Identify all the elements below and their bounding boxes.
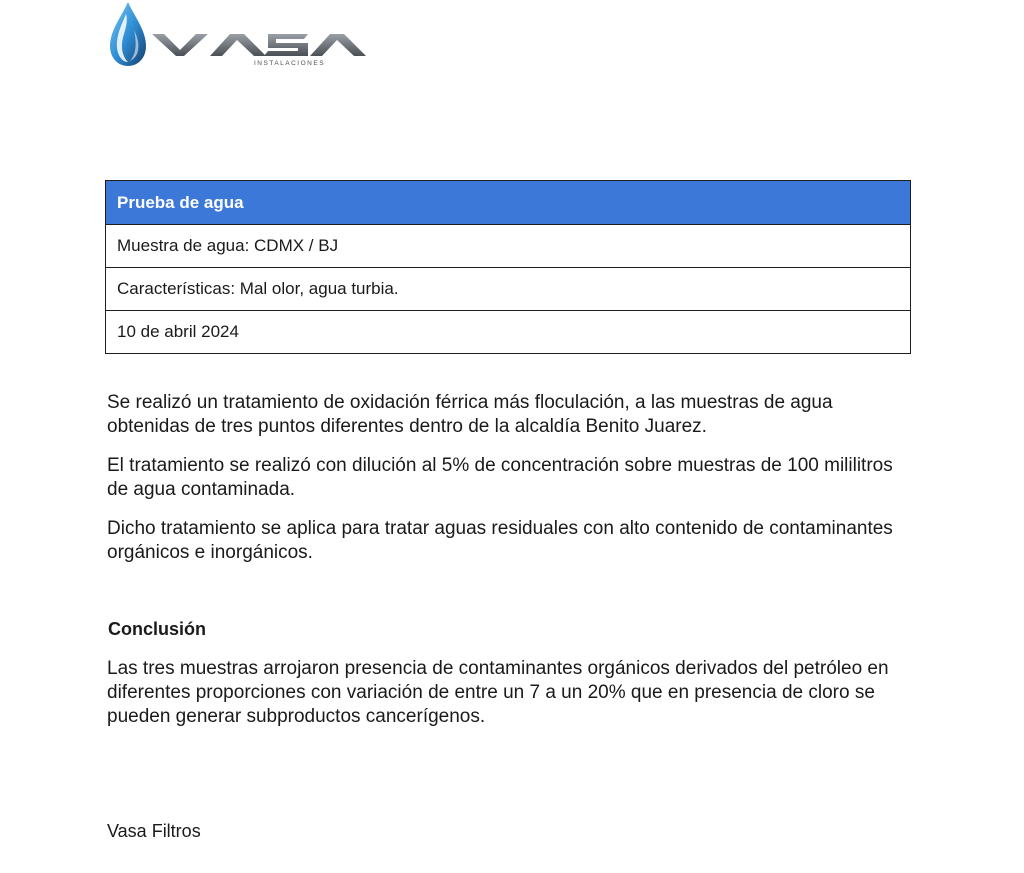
water-test-table (105, 180, 911, 354)
water-drop-icon (110, 2, 146, 66)
signature: Vasa Filtros (107, 821, 201, 841)
vasa-wordmark (152, 34, 366, 56)
dilution-paragraph: El tratamiento se realizó con dilución al 5% de concentración sobre muestras de 100 mililitros de agua contaminada. (107, 455, 893, 500)
table-header: Prueba de agua (106, 181, 910, 224)
table-row-date: 10 de abril 2024 (106, 310, 910, 353)
application-paragraph: Dicho tratamiento se aplica para tratar aguas residuales con alto contenido de contaminantes orgánicos e inorgánicos. (107, 518, 893, 563)
logo-tagline: INSTALACIONES (254, 60, 326, 67)
vasa-logo (104, 0, 374, 72)
table-row-sample: Muestra de agua: CDMX / BJ (106, 224, 910, 267)
treatment-paragraph: Se realizó un tratamiento de oxidación férrica más floculación, a las muestras de agua obtenidas de tres puntos diferentes dentro de la alcaldía Benito Juarez. (107, 392, 833, 437)
table-row-characteristics: Características: Mal olor, agua turbia. (106, 267, 910, 310)
conclusion-text: Las tres muestras arrojaron presencia de contaminantes orgánicos derivados del petróleo en diferentes proporciones con variación de entre un 7 a un 20% que en presencia de cloro se pueden generar subproductos cancerígenos. (107, 658, 889, 727)
conclusion-heading: Conclusión (108, 619, 206, 639)
